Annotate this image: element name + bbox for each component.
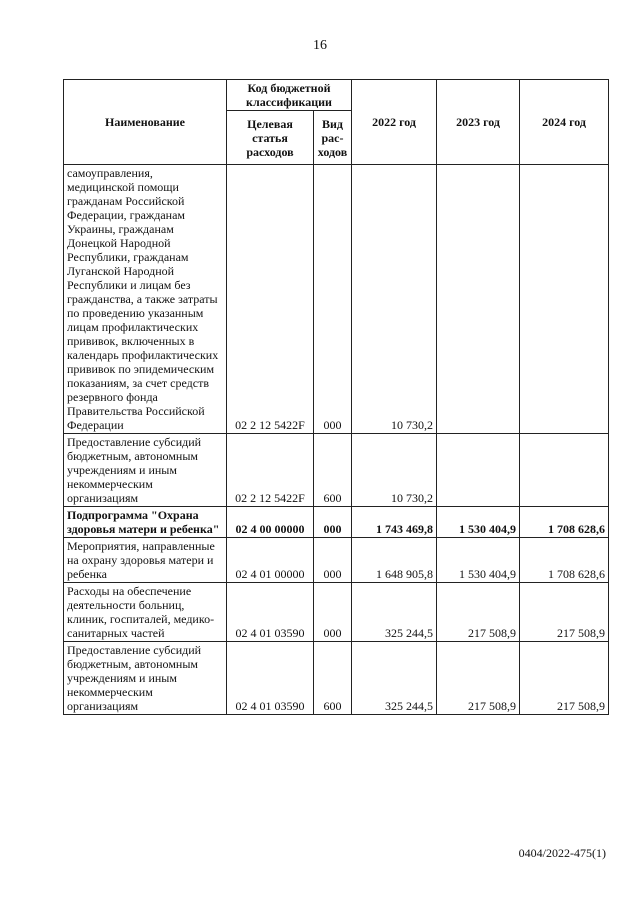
row-2024 [520,434,609,507]
header-name: Наименование [64,80,227,165]
row-2022: 325 244,5 [352,583,437,642]
row-code: 02 4 01 03590 [227,583,314,642]
row-code: 02 4 01 00000 [227,538,314,583]
row-2023: 217 508,9 [437,583,520,642]
row-name: Подпрограмма "Охрана здоровья матери и ребенка" [64,507,227,538]
row-2023: 217 508,9 [437,642,520,715]
table-row [64,538,609,583]
row-2022: 325 244,5 [352,642,437,715]
page-number: 16 [313,38,327,53]
header-year-2022: 2022 год [352,80,437,165]
table-row [64,583,609,642]
budget-table [63,79,609,715]
row-name: Предоставление субсидий бюджетным, автономным учреждениям и иным некоммерческим организациям [64,434,227,507]
row-vid: 000 [314,538,352,583]
row-2024 [520,165,609,434]
table-row [64,165,609,434]
row-2023 [437,434,520,507]
row-vid: 000 [314,165,352,434]
row-name: самоуправления, медицинской помощи гражданам Российской Федерации, гражданам Украины, гражданам Донецкой Народной Республики, гражданам Луганской Народной Республики и лицам без гражданства, а также затраты по проведению указанным лицам профилактических прививок, включенных в календарь профилактических прививок по эпидемическим показаниям, за счет средств резервного фонда Правительства Российской Федерации [64,165,227,434]
row-2024: 217 508,9 [520,583,609,642]
header-year-2024: 2024 год [520,80,609,165]
header-year-2023: 2023 год [437,80,520,165]
row-code: 02 2 12 5422F [227,434,314,507]
document-number: 0404/2022-475(1) [518,846,606,860]
row-2022: 1 743 469,8 [352,507,437,538]
row-vid: 600 [314,434,352,507]
header-code-group: Код бюджетной классификации [227,80,352,111]
row-vid: 000 [314,583,352,642]
row-2024: 217 508,9 [520,642,609,715]
row-name: Предоставление субсидий бюджетным, автономным учреждениям и иным некоммерческим организациям [64,642,227,715]
row-name: Мероприятия, направленные на охрану здоровья матери и ребенка [64,538,227,583]
row-2024: 1 708 628,6 [520,538,609,583]
row-2022: 10 730,2 [352,165,437,434]
table-row [64,507,609,538]
row-name: Расходы на обеспечение деятельности больниц, клиник, госпиталей, медико-санитарных частей [64,583,227,642]
row-code: 02 4 00 00000 [227,507,314,538]
row-2022: 1 648 905,8 [352,538,437,583]
row-2023: 1 530 404,9 [437,507,520,538]
row-vid: 600 [314,642,352,715]
row-code: 02 2 12 5422F [227,165,314,434]
row-2022: 10 730,2 [352,434,437,507]
row-2023: 1 530 404,9 [437,538,520,583]
header-target-article: Целевая статья расходов [227,111,314,165]
row-2024: 1 708 628,6 [520,507,609,538]
row-code: 02 4 01 03590 [227,642,314,715]
table-row [64,642,609,715]
header-expense-type: Вид рас-ходов [314,111,352,165]
row-vid: 000 [314,507,352,538]
row-2023 [437,165,520,434]
table-row [64,434,609,507]
